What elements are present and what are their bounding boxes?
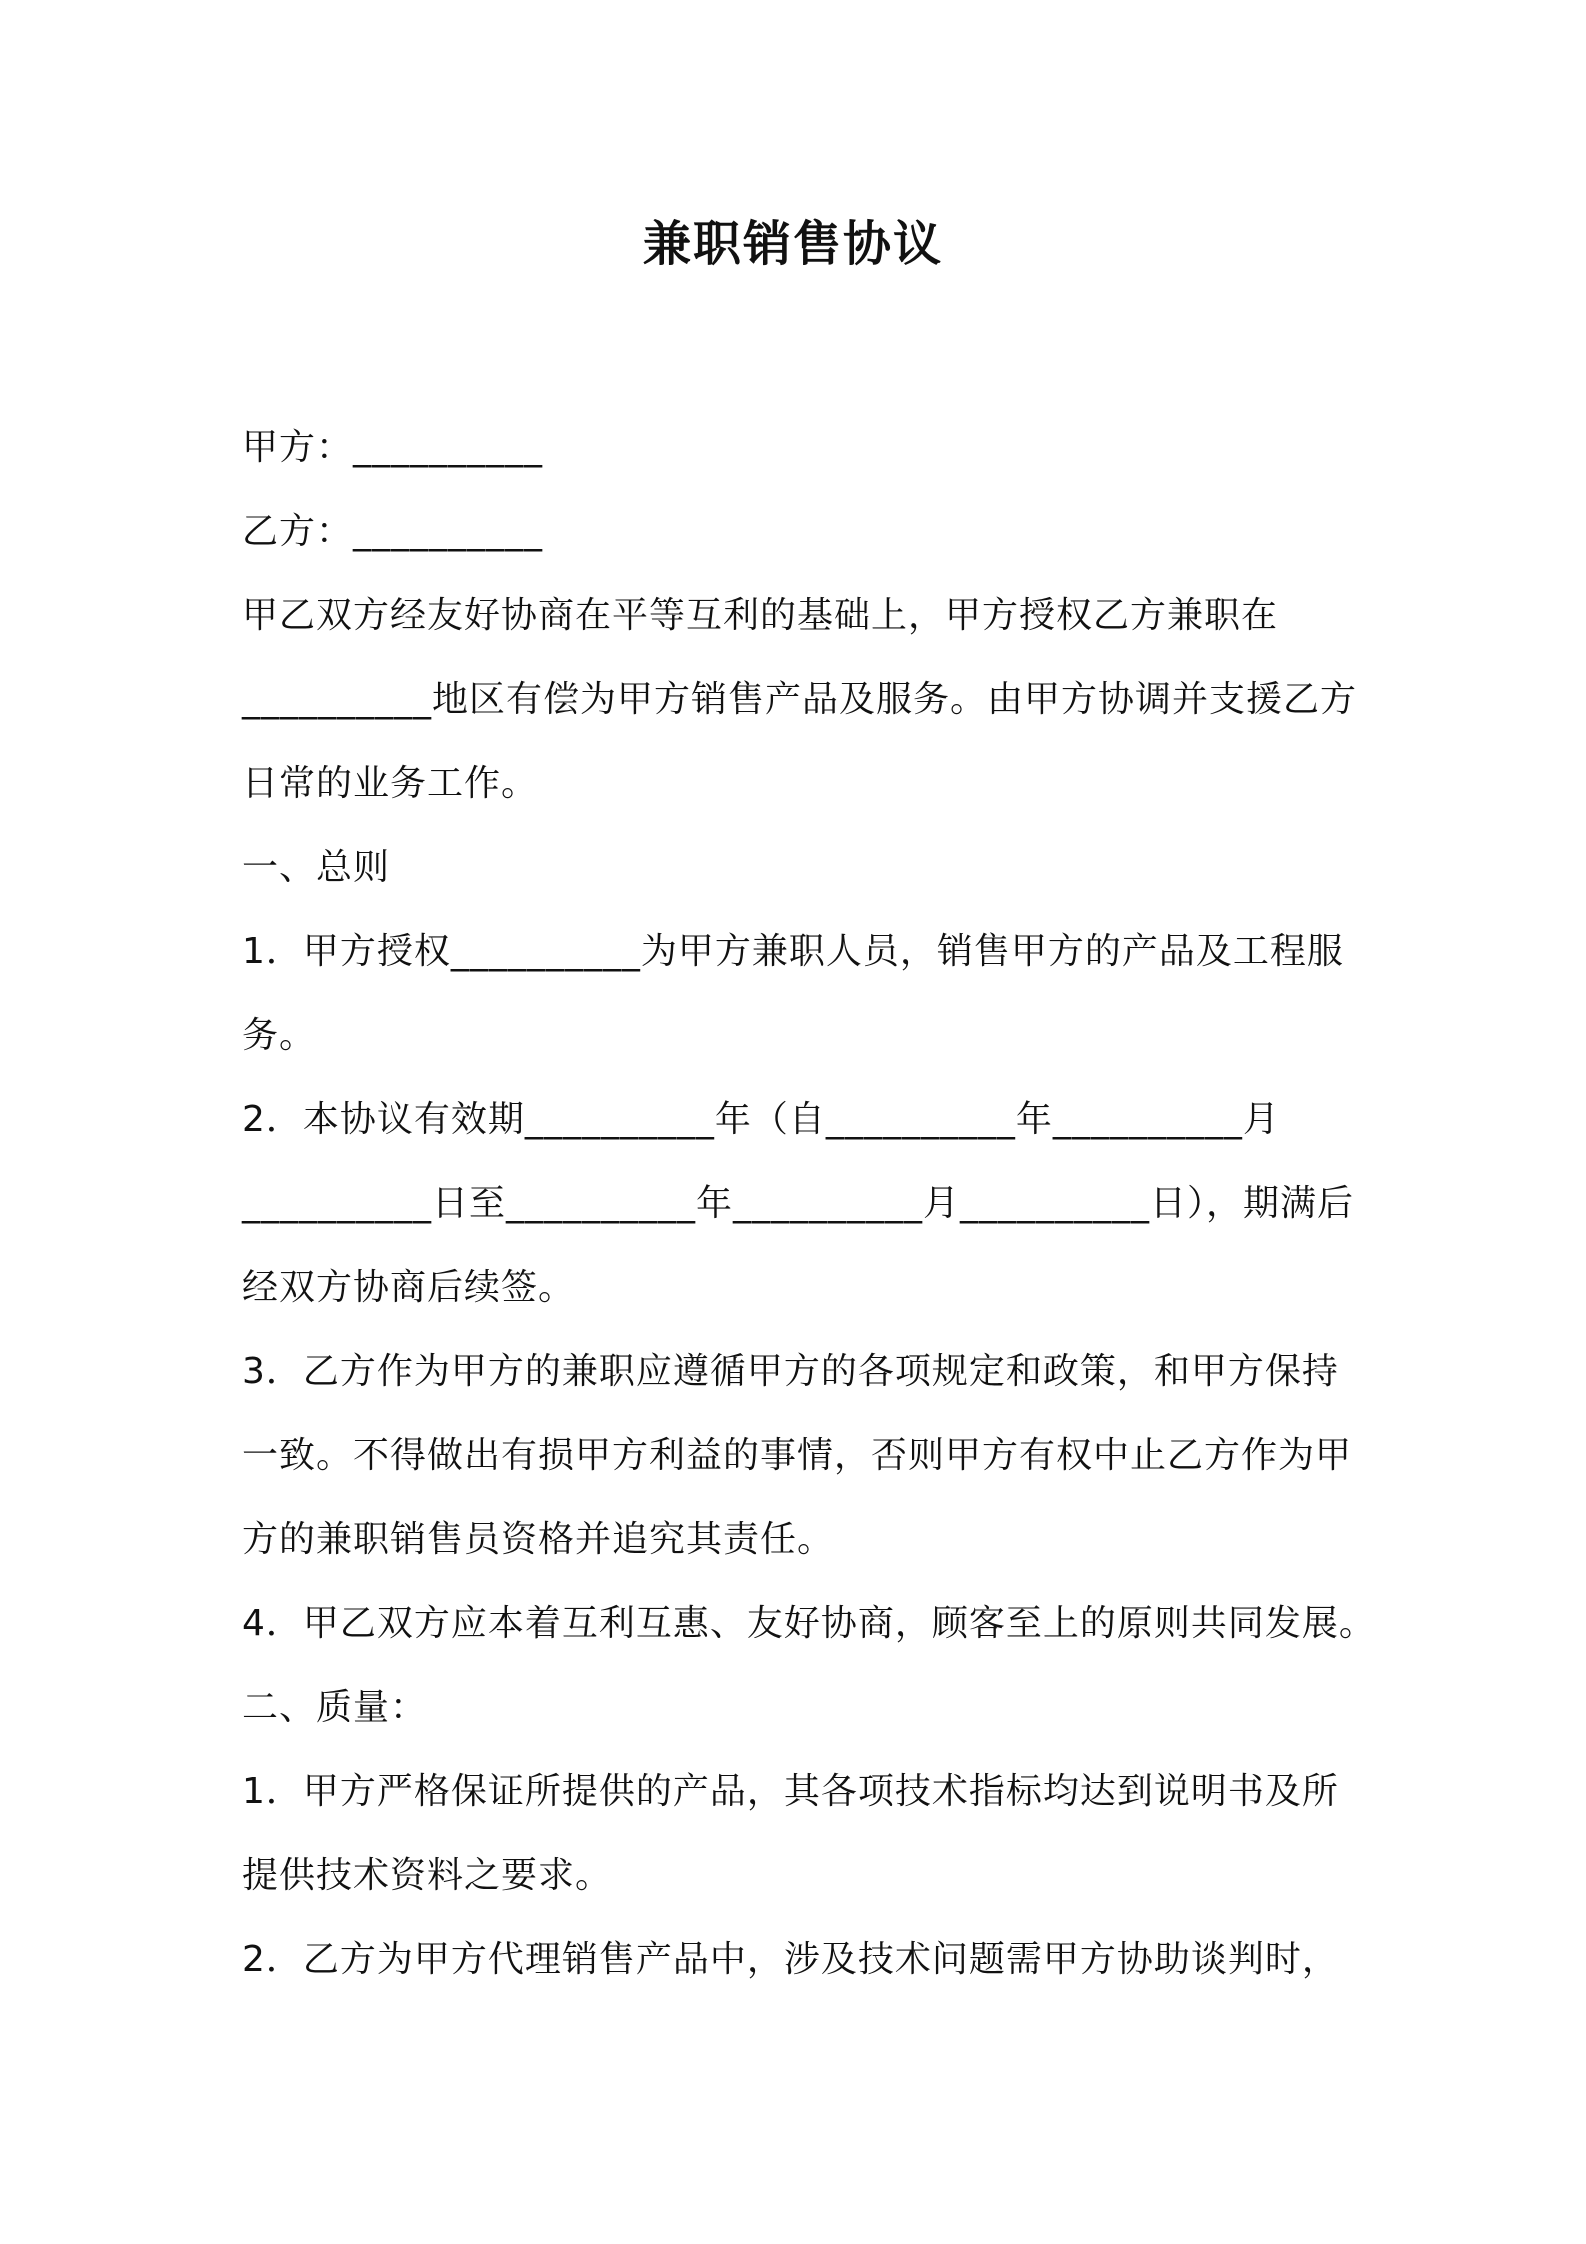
clause-line: __________日至__________年__________月__________日），期满后 — [242, 1183, 1355, 1224]
clause-line: 4．甲乙双方应本着互利互惠、友好协商，顾客至上的原则共同发展。 — [242, 1603, 1376, 1644]
clause-line: 1．甲方严格保证所提供的产品，其各项技术指标均达到说明书及所 — [242, 1771, 1339, 1812]
clause-line: 3．乙方作为甲方的兼职应遵循甲方的各项规定和政策，和甲方保持 — [242, 1351, 1339, 1392]
preamble-line: __________地区有偿为甲方销售产品及服务。由甲方协调并支援乙方 — [242, 679, 1358, 720]
section-heading-general: 一、总则 — [242, 847, 391, 888]
clause-line: 一致。不得做出有损甲方利益的事情，否则甲方有权中止乙方作为甲 — [242, 1435, 1353, 1476]
clause-line: 2．乙方为甲方代理销售产品中，涉及技术问题需甲方协助谈判时， — [242, 1939, 1339, 1980]
party-b-line: 乙方：__________ — [242, 511, 544, 552]
clause-line: 提供技术资料之要求。 — [242, 1855, 613, 1896]
clause-line: 2．本协议有效期__________年（自__________年__________月 — [242, 1099, 1280, 1140]
document-title: 兼职销售协议 — [642, 216, 943, 272]
clause-line: 方的兼职销售员资格并追究其责任。 — [242, 1519, 835, 1560]
party-a-line: 甲方：__________ — [242, 427, 544, 468]
preamble-line: 甲乙双方经友好协商在平等互利的基础上，甲方授权乙方兼职在 — [242, 595, 1279, 636]
document-body — [242, 406, 1376, 2002]
clause-line: 1．甲方授权__________为甲方兼职人员，销售甲方的产品及工程服 — [242, 931, 1344, 972]
clause-line: 经双方协商后续签。 — [242, 1267, 576, 1308]
preamble-line: 日常的业务工作。 — [242, 763, 539, 804]
clause-line: 务。 — [242, 1015, 317, 1056]
section-heading-quality: 二、质量： — [242, 1687, 428, 1728]
